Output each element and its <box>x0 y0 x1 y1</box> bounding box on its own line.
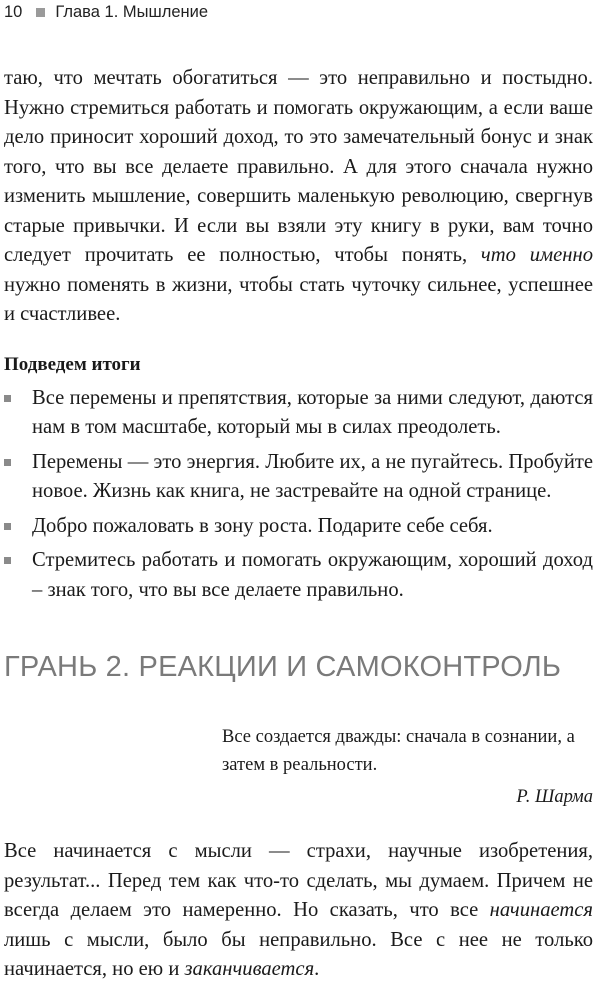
separator-square-icon <box>36 8 45 17</box>
paragraph-main-text-1: Все начинается с мысли — страхи, научные изобретения, результат... Перед тем как что-то сделать, мы думаем. Причем не всегда делаем это намеренно. Но сказать, что все <box>4 840 593 921</box>
chapter-heading: ГРАНЬ 2. РЕАКЦИИ И САМОКОНТРОЛЬ <box>4 651 562 683</box>
summary-item-text: Стремитесь работать и помогать окружающим, хороший доход – знак того, что вы все делаете правильно. <box>32 549 593 601</box>
bullet-square-icon <box>4 459 11 466</box>
page-body <box>4 64 593 985</box>
summary-item <box>4 512 593 542</box>
summary-item <box>4 384 593 443</box>
paragraph-main-emphasis-1: начинается <box>489 899 593 921</box>
bullet-square-icon <box>4 557 11 564</box>
summary-item-text: Перемены — это энергия. Любите их, а не пугайтесь. Пробуйте новое. Жизнь как книга, не застревайте на одной странице. <box>32 450 593 502</box>
paragraph-intro <box>4 64 593 330</box>
page-number: 10 <box>4 2 23 21</box>
paragraph-intro-text-2: нужно поменять в жизни, чтобы стать чуточку сильнее, успешнее и счастливее. <box>4 273 593 325</box>
summary-item <box>4 448 593 507</box>
summary-title: Подведем итоги <box>4 353 141 375</box>
summary-item <box>4 546 593 605</box>
epigraph-author: Р. Шарма <box>516 787 593 807</box>
paragraph-intro-emphasis: что именно <box>480 244 594 266</box>
paragraph-main-text-2: лишь с мысли, было бы неправильно. Все с нее не только начинается, но ею и <box>4 928 593 980</box>
paragraph-main <box>4 837 593 985</box>
running-header <box>4 0 208 24</box>
summary-item-text: Все перемены и препятствия, которые за ними следуют, даются нам в том масштабе, который мы в силах преодолеть. <box>32 386 593 438</box>
paragraph-intro-text-1: таю, что мечтать обогатиться — это неправильно и постыдно. Нужно стремиться работать и помогать окружающим, а если ваше дело приносит хороший доход, то это замечательный бонус и знак того, что вы все делаете правильно. А для этого сначала нужно изменить мышление, совершить маленькую революцию, свергнув старые привычки. И если вы взяли эту книгу в руки, вам точно следует прочитать ее полностью, чтобы понять, <box>4 67 593 266</box>
chapter-title: Глава 1. Мышление <box>55 2 209 21</box>
summary-item-text: Добро пожаловать в зону роста. Подарите себе себя. <box>32 514 493 537</box>
bullet-square-icon <box>4 523 11 530</box>
bullet-square-icon <box>4 395 11 402</box>
epigraph <box>222 723 593 811</box>
paragraph-main-text-3: . <box>314 958 320 980</box>
epigraph-text: Все создается дважды: сначала в сознании, а затем в реальности. <box>222 727 575 775</box>
summary-list <box>4 384 593 606</box>
paragraph-main-emphasis-2: заканчивается <box>184 958 315 980</box>
